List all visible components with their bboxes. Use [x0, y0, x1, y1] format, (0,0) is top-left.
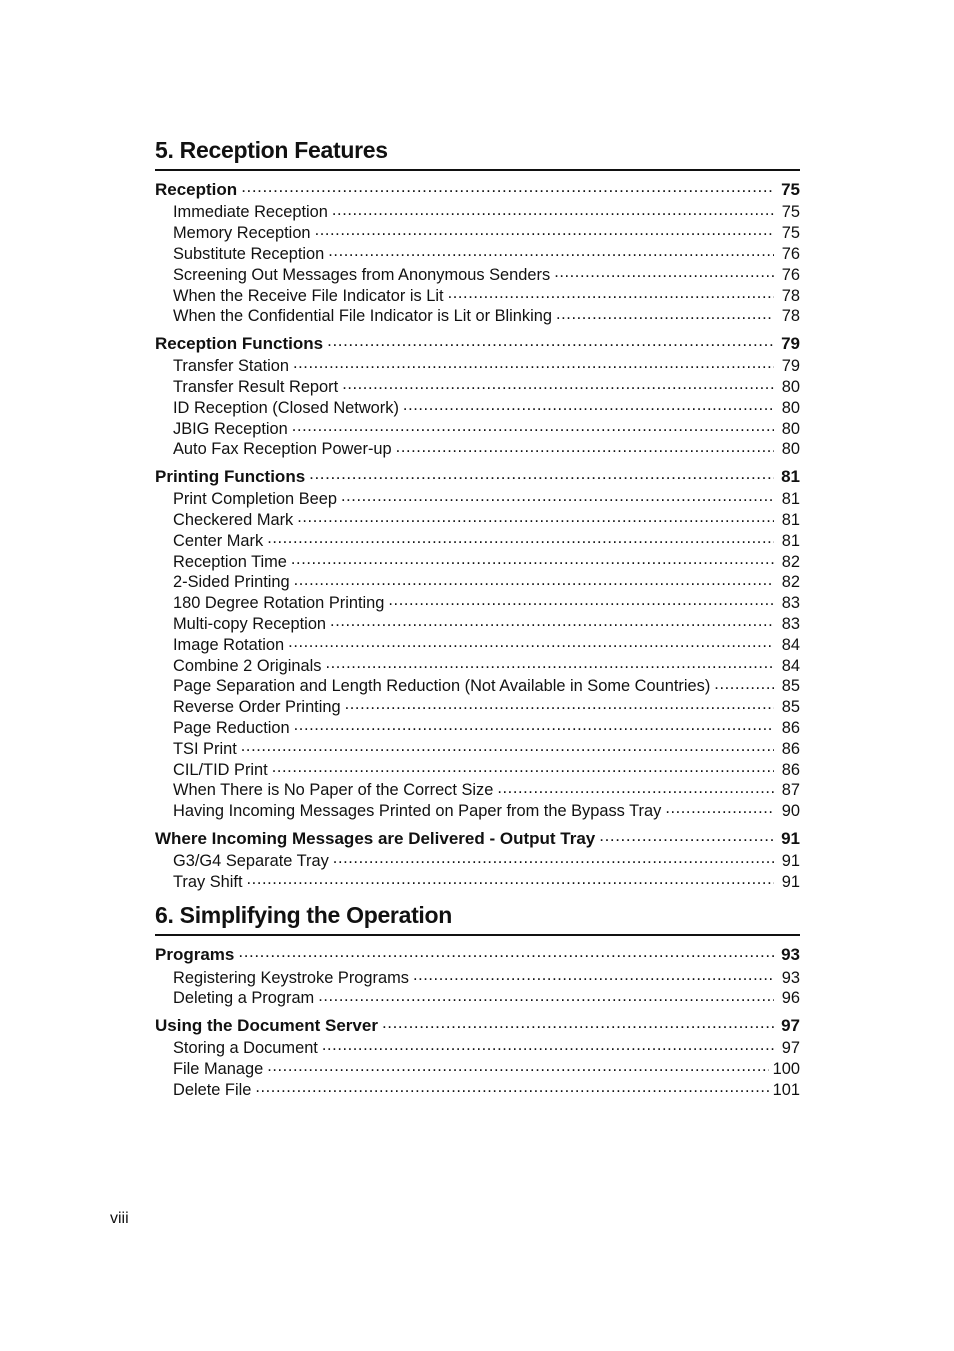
entry-page-number: 83: [781, 614, 800, 633]
entry-page-number: 84: [781, 656, 800, 675]
entry-page-number: 80: [781, 398, 800, 417]
toc-entry[interactable]: [155, 1078, 800, 1099]
dot-leader: [382, 1014, 774, 1031]
entry-label: Using the Document Server: [155, 1015, 378, 1035]
entry-page-number: 82: [781, 573, 800, 592]
toc-entry[interactable]: [155, 571, 800, 592]
dot-leader: [238, 943, 774, 960]
entry-label: Reception Time: [173, 552, 287, 571]
entry-page-number: 81: [781, 490, 800, 509]
entry-page-number: 80: [781, 419, 800, 438]
dot-leader: [291, 550, 774, 566]
entry-page-number: 97: [781, 1039, 800, 1058]
toc-entry[interactable]: [155, 284, 800, 305]
dot-leader: [315, 222, 774, 238]
entry-label: Page Separation and Length Reduction (Not Available in Some Countries): [173, 677, 711, 696]
toc-section: [155, 943, 800, 1008]
entry-label: When the Confidential File Indicator is Lit or Blinking: [173, 307, 552, 326]
toc-entry[interactable]: [155, 1058, 800, 1079]
dot-leader: [665, 800, 774, 816]
dot-leader: [327, 332, 774, 349]
toc-entry[interactable]: [155, 529, 800, 550]
entry-page-number: 93: [781, 945, 800, 965]
entry-page-number: 91: [781, 872, 800, 891]
chapter-title: 6. Simplifying the Operation: [155, 901, 800, 936]
toc-entry[interactable]: [155, 355, 800, 376]
entry-page-number: 80: [781, 440, 800, 459]
toc-section-heading[interactable]: [155, 1014, 800, 1037]
entry-page-number: 78: [781, 307, 800, 326]
entry-label: Auto Fax Reception Power-up: [173, 440, 392, 459]
entry-page-number: 81: [781, 510, 800, 529]
entry-label: Registering Keystroke Programs: [173, 968, 409, 987]
entry-page-number: 85: [781, 698, 800, 717]
dot-leader: [294, 717, 774, 733]
entry-page-number: 87: [781, 781, 800, 800]
dot-leader: [345, 696, 774, 712]
entry-page-number: 81: [781, 531, 800, 550]
entry-label: When the Receive File Indicator is Lit: [173, 286, 444, 305]
entry-label: Storing a Document: [173, 1039, 318, 1058]
entry-label: ID Reception (Closed Network): [173, 398, 399, 417]
entry-label: Immediate Reception: [173, 203, 328, 222]
dot-leader: [448, 284, 774, 300]
entry-page-number: 96: [781, 989, 800, 1008]
entry-label: Having Incoming Messages Printed on Paper from the Bypass Tray: [173, 802, 662, 821]
toc-entry[interactable]: [155, 696, 800, 717]
chapter: [155, 136, 800, 891]
entry-label: Transfer Result Report: [173, 377, 339, 396]
toc-entry[interactable]: [155, 417, 800, 438]
entry-label: Page Reduction: [173, 718, 290, 737]
entry-label: Reverse Order Printing: [173, 698, 341, 717]
entry-page-number: 100: [772, 1059, 800, 1078]
toc-entry[interactable]: [155, 987, 800, 1008]
entry-label: File Manage: [173, 1059, 264, 1078]
entry-page-number: 91: [781, 828, 800, 848]
page-number: viii: [110, 1210, 129, 1227]
dot-leader: [241, 178, 774, 195]
entry-page-number: 78: [781, 286, 800, 305]
entry-label: Transfer Station: [173, 357, 289, 376]
entry-page-number: 97: [781, 1015, 800, 1035]
dot-leader: [292, 417, 774, 433]
entry-page-number: 93: [781, 968, 800, 987]
toc-entry[interactable]: [155, 201, 800, 222]
toc-entry[interactable]: [155, 850, 800, 871]
entry-page-number: 101: [772, 1080, 800, 1099]
chapter: [155, 901, 800, 1099]
toc-entry[interactable]: [155, 966, 800, 987]
toc-section-heading[interactable]: [155, 465, 800, 488]
toc-entry[interactable]: [155, 222, 800, 243]
entry-label: 2-Sided Printing: [173, 573, 290, 592]
dot-leader: [247, 870, 774, 886]
entry-label: Combine 2 Originals: [173, 656, 322, 675]
toc-entry[interactable]: [155, 438, 800, 459]
entry-label: CIL/TID Print: [173, 760, 268, 779]
toc-entry[interactable]: [155, 305, 800, 326]
entry-label: G3/G4 Separate Tray: [173, 851, 329, 870]
dot-leader: [241, 737, 774, 753]
dot-leader: [333, 850, 774, 866]
dot-leader: [599, 827, 774, 844]
entry-page-number: 80: [781, 377, 800, 396]
dot-leader: [326, 654, 775, 670]
dot-leader: [396, 438, 774, 454]
entry-page-number: 85: [781, 677, 800, 696]
toc-entry[interactable]: [155, 488, 800, 509]
toc-entry[interactable]: [155, 550, 800, 571]
entry-label: When There is No Paper of the Correct Size: [173, 781, 494, 800]
toc-entry[interactable]: [155, 396, 800, 417]
dot-leader: [342, 376, 774, 392]
dot-leader: [497, 779, 774, 795]
toc-section: [155, 332, 800, 459]
toc-entry[interactable]: [155, 376, 800, 397]
dot-leader: [322, 1037, 774, 1053]
toc-entry[interactable]: [155, 1037, 800, 1058]
entry-page-number: 81: [781, 466, 800, 486]
toc-entry[interactable]: [155, 758, 800, 779]
dot-leader: [403, 396, 774, 412]
entry-label: Memory Reception: [173, 224, 311, 243]
entry-page-number: 86: [781, 718, 800, 737]
dot-leader: [554, 263, 774, 279]
dot-leader: [267, 1058, 768, 1074]
entry-label: Center Mark: [173, 531, 264, 550]
entry-label: Multi-copy Reception: [173, 614, 327, 633]
toc-entry[interactable]: [155, 592, 800, 613]
entry-label: Deleting a Program: [173, 989, 315, 1008]
entry-page-number: 75: [781, 224, 800, 243]
dot-leader: [272, 758, 774, 774]
toc-entry[interactable]: [155, 613, 800, 634]
entry-label: Printing Functions: [155, 466, 306, 486]
dot-leader: [294, 571, 774, 587]
entry-label: Print Completion Beep: [173, 490, 337, 509]
entry-page-number: 79: [781, 333, 800, 353]
toc-entry[interactable]: [155, 654, 800, 675]
entry-label: Reception Functions: [155, 333, 324, 353]
toc-entry[interactable]: [155, 675, 800, 696]
dot-leader: [330, 613, 774, 629]
entry-label: TSI Print: [173, 739, 237, 758]
toc-section-heading[interactable]: [155, 332, 800, 355]
entry-page-number: 82: [781, 552, 800, 571]
toc-entry[interactable]: [155, 779, 800, 800]
toc-entry[interactable]: [155, 870, 800, 891]
dot-leader: [297, 509, 774, 525]
dot-leader: [293, 355, 774, 371]
toc-section: [155, 1014, 800, 1099]
toc-entry[interactable]: [155, 737, 800, 758]
entry-label: Programs: [155, 945, 235, 965]
table-of-contents: [155, 136, 800, 1109]
dot-leader: [267, 529, 774, 545]
toc-entry[interactable]: [155, 717, 800, 738]
toc-section: [155, 465, 800, 821]
toc-entry[interactable]: [155, 243, 800, 264]
entry-label: Image Rotation: [173, 635, 285, 654]
dot-leader: [318, 987, 774, 1003]
entry-label: Reception: [155, 180, 238, 199]
entry-label: Screening Out Messages from Anonymous Senders: [173, 265, 551, 284]
dot-leader: [388, 592, 774, 608]
dot-leader: [309, 465, 774, 482]
entry-label: JBIG Reception: [173, 419, 288, 438]
entry-page-number: 84: [781, 635, 800, 654]
entry-label: Checkered Mark: [173, 510, 294, 529]
toc-entry[interactable]: [155, 263, 800, 284]
entry-label: Delete File: [173, 1080, 252, 1099]
chapter-title: 5. Reception Features: [155, 136, 800, 171]
entry-page-number: 79: [781, 357, 800, 376]
dot-leader: [255, 1078, 768, 1094]
entry-page-number: 86: [781, 760, 800, 779]
entry-page-number: 90: [781, 802, 800, 821]
entry-page-number: 75: [781, 203, 800, 222]
toc-entry[interactable]: [155, 509, 800, 530]
dot-leader: [413, 966, 774, 982]
toc-section: [155, 827, 800, 892]
toc-section-heading[interactable]: [155, 943, 800, 966]
dot-leader: [556, 305, 774, 321]
entry-label: Tray Shift: [173, 872, 243, 891]
entry-page-number: 86: [781, 739, 800, 758]
entry-page-number: 75: [781, 180, 800, 199]
dot-leader: [328, 243, 774, 259]
dot-leader: [341, 488, 774, 504]
toc-section-heading[interactable]: [155, 827, 800, 850]
dot-leader: [288, 633, 774, 649]
entry-label: 180 Degree Rotation Printing: [173, 594, 385, 613]
entry-page-number: 91: [781, 851, 800, 870]
entry-page-number: 83: [781, 594, 800, 613]
entry-label: Where Incoming Messages are Delivered - Output Tray: [155, 828, 596, 848]
toc-section-heading[interactable]: [155, 178, 800, 201]
toc-entry[interactable]: [155, 633, 800, 654]
dot-leader: [332, 201, 774, 217]
dot-leader: [714, 675, 774, 691]
toc-entry[interactable]: [155, 800, 800, 821]
entry-page-number: 76: [781, 265, 800, 284]
toc-section: [155, 178, 800, 326]
entry-label: Substitute Reception: [173, 244, 325, 263]
entry-page-number: 76: [781, 244, 800, 263]
